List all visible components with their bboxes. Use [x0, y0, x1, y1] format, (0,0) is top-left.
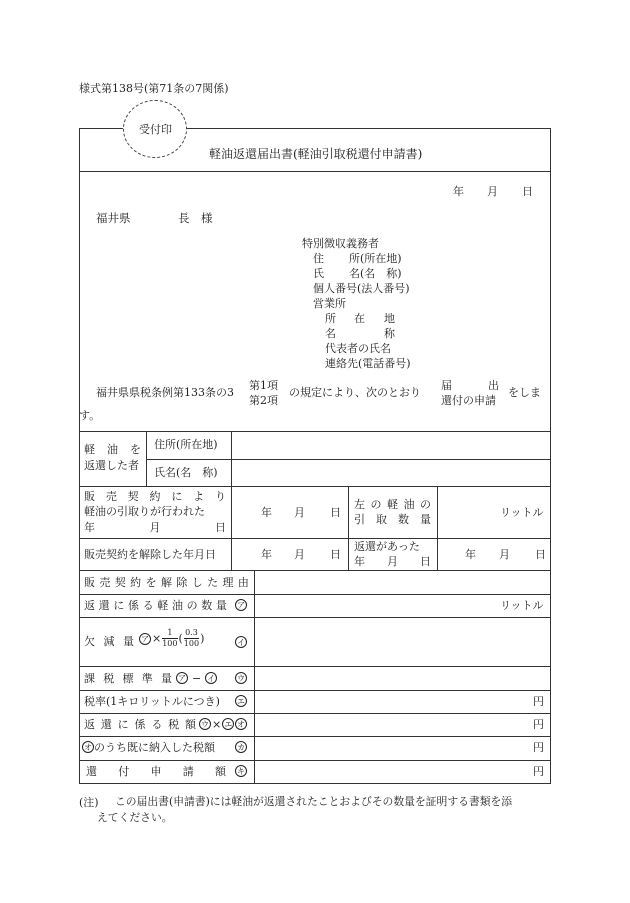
statement-item2: 第2項 [249, 394, 278, 407]
grid-line [231, 486, 232, 570]
applicant-name-b: 名(名 称) [349, 267, 402, 280]
sales-date-day: 日 [330, 506, 341, 519]
form-title: 軽油返還届出書(軽油引取税還付申請書) [209, 147, 423, 161]
grid-line [79, 538, 551, 539]
date-month: 月 [487, 185, 498, 198]
circled-o-marker: オ [237, 720, 245, 729]
circled-a-marker: ア [178, 674, 186, 683]
tax-rate-unit: 円 [533, 695, 544, 708]
applicant-heading: 特別徴収義務者 [302, 237, 379, 250]
grid-line [146, 459, 551, 460]
returned-date-month: 月 [499, 548, 510, 561]
circled-u-marker: ウ [201, 720, 209, 729]
grid-line [79, 594, 551, 595]
applicant-office: 営業所 [313, 297, 346, 310]
circled-a-marker: ア [141, 634, 149, 644]
circled-i-marker: イ [237, 638, 245, 647]
office-location-a: 所 [325, 312, 336, 325]
returned-date-day: 日 [535, 548, 546, 561]
office-location-b: 在 [354, 312, 365, 325]
form-number: 様式第138号(第71条の7関係) [79, 82, 229, 95]
statement-prefix: 福井県県税条例第133条の3 [96, 386, 234, 399]
form-frame [79, 128, 551, 784]
circled-e-marker: エ [237, 697, 245, 706]
quantity-label: 返 還 に 係 る 軽 油 の 数 量 [84, 599, 227, 612]
paren-open: ( [178, 632, 183, 645]
circled-u-marker: ウ [237, 674, 245, 683]
taxable-label: 課 税 標 準 量 [84, 672, 172, 685]
grid-line [146, 431, 147, 486]
note-line2: えてください。 [97, 811, 173, 824]
grid-line [231, 431, 232, 486]
statement-suffix: をしま [508, 386, 541, 399]
note-label: (注) [79, 796, 99, 809]
grid-line [79, 713, 551, 714]
addressee-chief: 長 [178, 211, 190, 225]
returner-label-line1: 軽 油 を [84, 443, 141, 456]
addressee-pref: 福井県 [96, 211, 131, 225]
tax-amount-unit: 円 [533, 718, 544, 731]
left-quantity-line2: 引 取 数 量 [354, 513, 431, 526]
applicant-address-a: 住 [313, 252, 324, 265]
sales-label-line3: 年 月 日 [84, 521, 226, 534]
statement-option1-b: 出 [488, 379, 499, 392]
office-name-b: 称 [384, 327, 395, 340]
note-line1: この届出書(申請書)には軽油が返還されたことおよびその数量を証明する書類を添 [115, 795, 513, 808]
returned-label-line1: 返還があった [354, 540, 420, 553]
title-divider [79, 171, 551, 172]
fraction-rate: $\frac{0.3}{100}$ [183, 628, 200, 648]
sales-date-year: 年 [261, 506, 272, 519]
statement-option1-a: 届 [441, 379, 452, 392]
deficit-label: 欠 減 量 [84, 635, 134, 648]
circled-a-marker: ア [237, 601, 245, 610]
times-sign: × [152, 632, 162, 645]
sales-label-line1: 販 売 契 約 に よ り [84, 490, 226, 503]
office-location-c: 地 [384, 312, 395, 325]
times-sign: × [212, 717, 222, 731]
minus-sign: − [192, 671, 202, 685]
grid-line [79, 666, 551, 667]
left-quantity-unit: リットル [500, 506, 544, 519]
circled-i-marker: イ [207, 674, 216, 683]
circled-ka-marker: カ [237, 743, 245, 752]
refund-unit: 円 [533, 765, 544, 778]
taxable-formula [176, 672, 217, 684]
date-year: 年 [453, 185, 464, 198]
returned-label-line2: 年 月 日 [354, 555, 431, 568]
sales-date-month: 月 [294, 506, 305, 519]
deficit-formula [139, 629, 204, 648]
left-quantity-line1: 左 の 軽 油 の [354, 498, 431, 511]
returned-date-year: 年 [465, 548, 476, 561]
cancel-date-year: 年 [261, 548, 272, 561]
cancel-reason-label: 販 売 契 約 を 解 除 し た 理 由 [84, 576, 249, 589]
name-label: 氏名(名 称) [154, 466, 218, 479]
tax-amount-label: 返 還 に 係 る 税 額 [84, 718, 196, 731]
grid-line [79, 617, 551, 618]
grid-line [79, 760, 551, 761]
grid-line [79, 690, 551, 691]
grid-line [79, 570, 551, 571]
office-name-a: 名 [325, 327, 336, 340]
statement-continuation: す。 [79, 409, 101, 422]
cancel-date-day: 日 [330, 548, 341, 561]
returner-label-line2: 返還した者 [84, 459, 139, 472]
tax-amount-formula [199, 718, 234, 730]
refund-label: 還 付 申 請 額 [86, 765, 226, 778]
tax-rate-label: 税率(1キロリットルにつき) [84, 695, 220, 708]
office-contact: 連絡先(電話番号) [325, 357, 411, 370]
paid-label: オ のうち既に納入した税額 [84, 740, 215, 754]
sales-label-line2: 軽油の引取りが行われた [84, 505, 205, 518]
date-day: 日 [522, 185, 533, 198]
circled-ki-marker: キ [237, 767, 245, 776]
statement-middle: の規定により、次のとおり [289, 386, 421, 399]
addressee-honorific: 様 [201, 211, 213, 225]
statement-option2: 還付の申請 [441, 394, 496, 407]
statement-item1: 第1項 [249, 379, 278, 392]
applicant-personal-number: 個人番号(法人番号) [313, 282, 410, 295]
quantity-unit: リットル [500, 599, 544, 612]
grid-line [79, 736, 551, 737]
grid-line [79, 431, 551, 432]
grid-line [79, 486, 551, 487]
office-representative: 代表者の氏名 [325, 342, 391, 355]
circled-e-marker: エ [224, 720, 233, 729]
circled-o-marker: オ [84, 743, 92, 752]
grid-line [437, 486, 438, 570]
grid-line [254, 570, 255, 784]
paren-close: ) [200, 632, 205, 645]
applicant-name-a: 氏 [313, 267, 324, 280]
receipt-stamp-label: 受付印 [139, 123, 172, 136]
grid-line [348, 486, 349, 570]
cancel-date-label: 販売契約を解除した年月日 [84, 548, 216, 561]
fraction-one-hundredth: $\frac{1}{100}$ [162, 628, 178, 648]
paid-unit: 円 [533, 741, 544, 754]
address-label: 住所(所在地) [154, 438, 218, 451]
applicant-address-b: 所(所在地) [349, 252, 402, 265]
cancel-date-month: 月 [294, 548, 305, 561]
